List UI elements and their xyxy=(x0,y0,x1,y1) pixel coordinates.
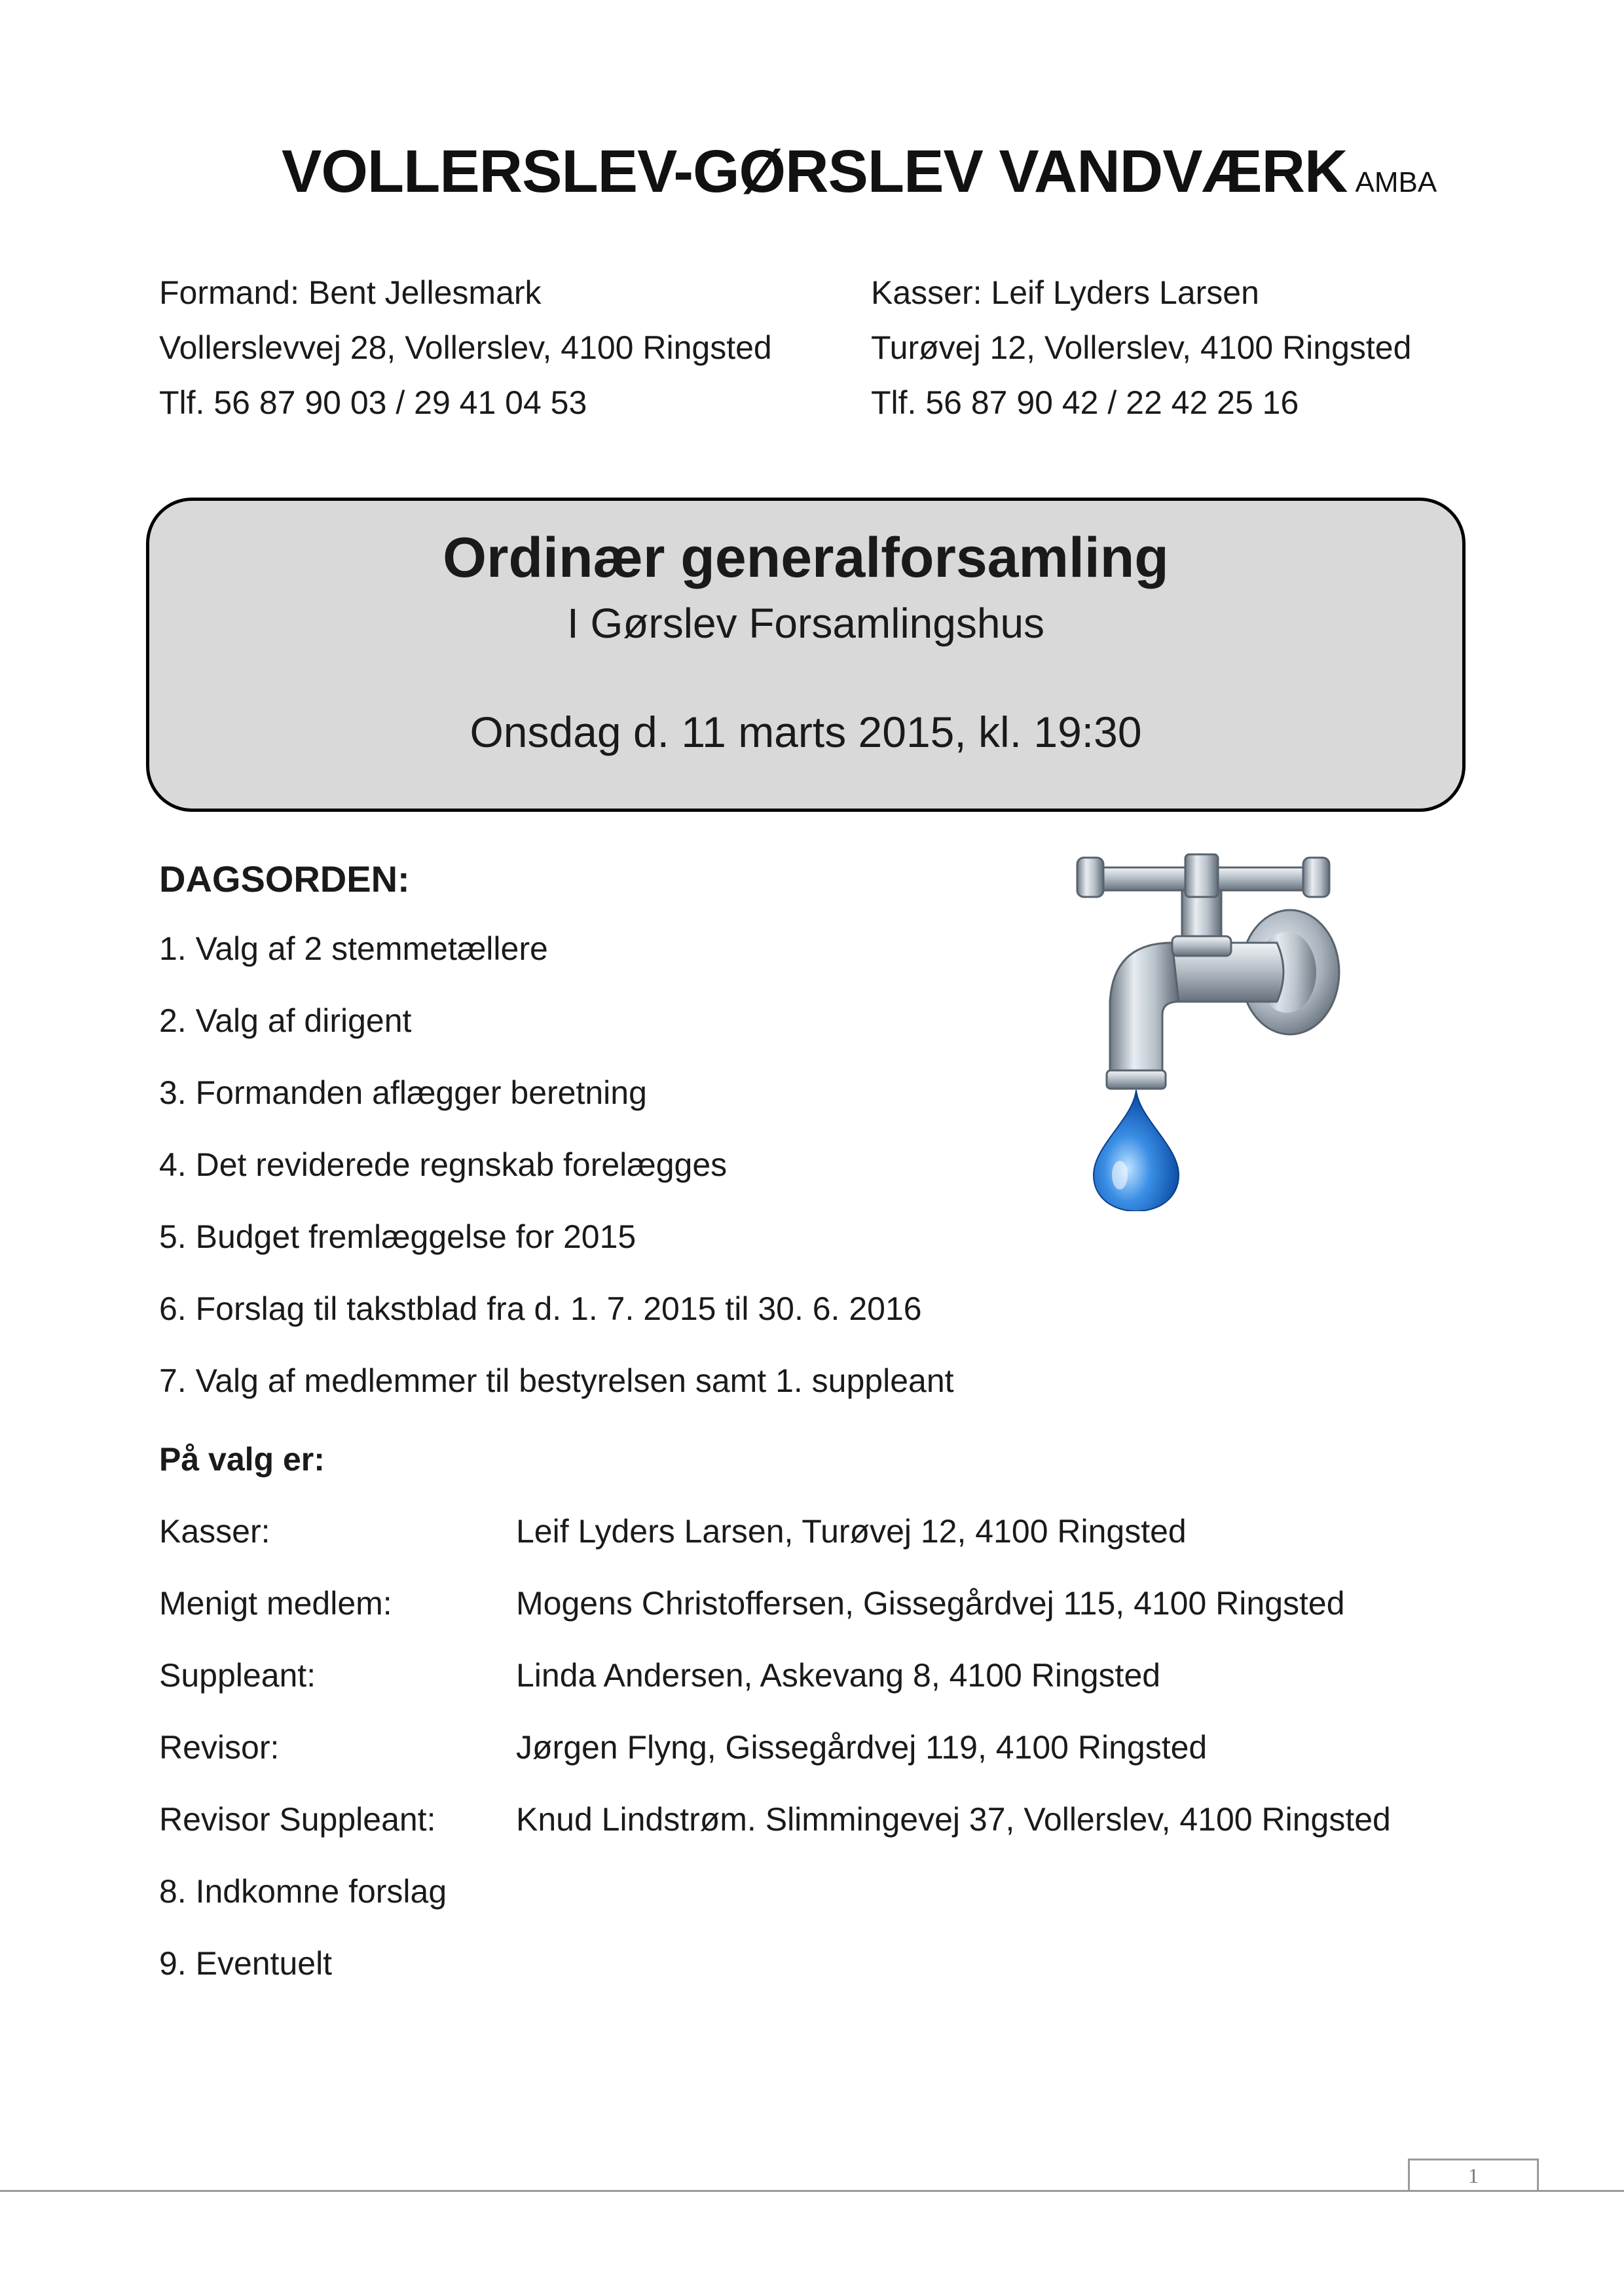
agenda-item: 4. Det reviderede regnskab forelægges xyxy=(159,1146,728,1183)
election-role: Menigt medlem: xyxy=(159,1585,392,1622)
election-person: Knud Lindstrøm. Slimmingevej 37, Vollerslev, 4100 Ringsted xyxy=(516,1801,1391,1838)
election-person: Jørgen Flyng, Gissegårdvej 119, 4100 Ringsted xyxy=(516,1729,1208,1766)
agenda-item: 7. Valg af medlemmer til bestyrelsen samt 1. suppleant xyxy=(159,1362,954,1399)
election-row xyxy=(159,1512,1469,1584)
election-role: Suppleant: xyxy=(159,1657,316,1694)
agenda-list-continued xyxy=(159,1872,447,2016)
election-role: Kasser: xyxy=(159,1513,270,1550)
title-suffix: AMBA xyxy=(1355,166,1437,198)
chairman-phone: Tlf. 56 87 90 03 / 29 41 04 53 xyxy=(159,384,587,421)
election-person: Mogens Christoffersen, Gissegårdvej 115, 4100 Ringsted xyxy=(516,1585,1345,1622)
chairman-name: Formand: Bent Jellesmark xyxy=(159,274,542,311)
chairman-address: Vollerslevvej 28, Vollerslev, 4100 Ringsted xyxy=(159,329,772,366)
treasurer-address: Turøvej 12, Vollerslev, 4100 Ringsted xyxy=(871,329,1412,366)
agenda-item: 1. Valg af 2 stemmetællere xyxy=(159,930,548,967)
meeting-datetime: Onsdag d. 11 marts 2015, kl. 19:30 xyxy=(470,708,1142,756)
agenda-list xyxy=(159,930,954,1434)
election-row xyxy=(159,1800,1469,1872)
agenda-heading: DAGSORDEN: xyxy=(159,858,410,900)
election-row xyxy=(159,1584,1469,1656)
chairman-contact xyxy=(159,265,772,430)
meeting-announcement-box xyxy=(146,498,1466,812)
meeting-location: I Gørslev Forsamlingshus xyxy=(566,600,1045,647)
election-heading: På valg er: xyxy=(159,1441,325,1478)
document-title xyxy=(282,137,1460,206)
agenda-item: 3. Formanden aflægger beretning xyxy=(159,1074,647,1111)
treasurer-name: Kasser: Leif Lyders Larsen xyxy=(871,274,1259,311)
agenda-item: 2. Valg af dirigent xyxy=(159,1002,412,1039)
treasurer-contact xyxy=(871,265,1411,430)
treasurer-phone: Tlf. 56 87 90 42 / 22 42 25 16 xyxy=(871,384,1299,421)
election-role: Revisor: xyxy=(159,1729,280,1766)
agenda-item: 8. Indkomne forslag xyxy=(159,1873,447,1910)
footer-rule xyxy=(0,2190,1624,2192)
page-number: 1 xyxy=(1468,2164,1479,2187)
agenda-item: 6. Forslag til takstblad fra d. 1. 7. 2015 til 30. 6. 2016 xyxy=(159,1290,922,1327)
election-table xyxy=(159,1512,1469,1872)
election-row xyxy=(159,1656,1469,1728)
election-person: Leif Lyders Larsen, Turøvej 12, 4100 Ringsted xyxy=(516,1513,1187,1550)
water-tap-icon xyxy=(1074,845,1375,1211)
election-person: Linda Andersen, Askevang 8, 4100 Ringsted xyxy=(516,1657,1161,1694)
election-role: Revisor Suppleant: xyxy=(159,1801,436,1838)
agenda-item: 5. Budget fremlæggelse for 2015 xyxy=(159,1218,637,1255)
meeting-title: Ordinær generalforsamling xyxy=(443,526,1169,589)
title-main: VOLLERSLEV-GØRSLEV VANDVÆRK xyxy=(282,138,1348,205)
agenda-item: 9. Eventuelt xyxy=(159,1945,333,1982)
election-row xyxy=(159,1728,1469,1800)
